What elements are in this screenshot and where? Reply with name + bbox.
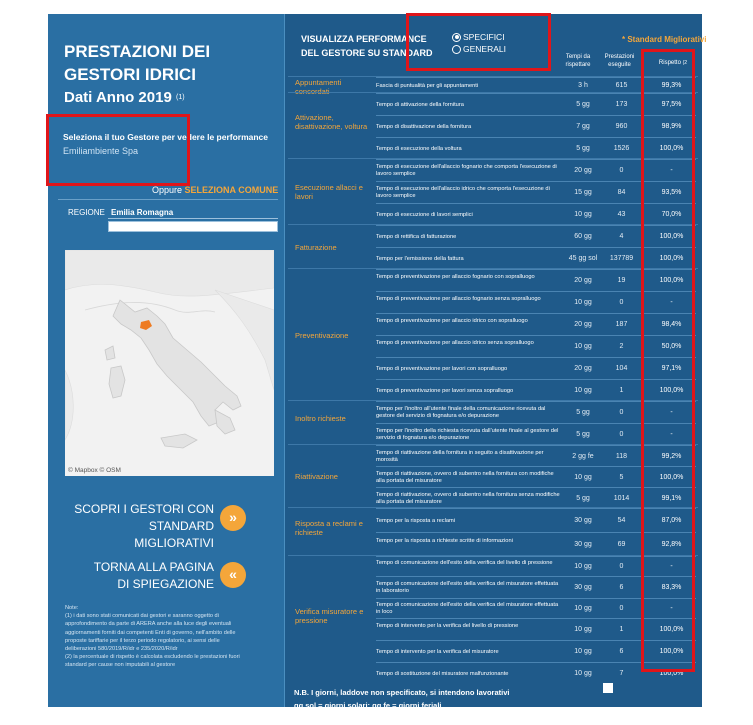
table-row[interactable] (376, 225, 696, 247)
note-line: aggiornamenti forniti dai competenti Enti di governo, nell'ambito delle (65, 629, 236, 636)
table-row[interactable] (376, 379, 696, 401)
row-rispetto: 100,0% (659, 473, 684, 481)
row-prestazioni: 615 (615, 82, 628, 89)
row-prestazioni: 960 (615, 123, 628, 130)
radio-unchecked-icon[interactable] (452, 45, 461, 54)
row-rispetto: 100,0% (659, 648, 684, 655)
cta2-line1: TORNA ALLA PAGINA (93, 560, 214, 574)
row-description: Tempo di preventivazione per allaccio fognario con sopralluogo (376, 274, 535, 280)
notes (65, 604, 280, 670)
row-tempi: 5 gg (576, 101, 590, 108)
table-row[interactable] (376, 401, 696, 423)
table-row[interactable] (376, 247, 696, 269)
row-description: Tempo per la risposta a reclami (376, 517, 456, 524)
group-name: Preventivazione (295, 330, 349, 340)
row-rispetto: 70,0% (661, 211, 682, 218)
row-rispetto: - (670, 299, 673, 306)
table-row[interactable] (376, 598, 696, 618)
row-prestazioni: 7 (619, 670, 624, 677)
table-row[interactable] (376, 77, 696, 93)
torna-spiegazione-button[interactable] (68, 559, 214, 593)
row-description: Tempo di preventivazione per allaccio idrico senza sopralluogo (376, 340, 534, 346)
row-tempi: 5 gg (576, 494, 590, 502)
row-description: Tempo di preventivazione per allaccio fognario senza sopralluogo (376, 296, 541, 302)
operator-selector-value[interactable]: Emiliambiente Spa (63, 146, 139, 156)
operator-selector-label: Seleziona il tuo Gestore per vedere le performance (63, 132, 269, 142)
row-rispetto: 100,0% (659, 145, 684, 152)
region-label: REGIONE (68, 208, 105, 217)
standard-migliorativi-legend: * Standard Migliorativi (622, 35, 707, 44)
table-row[interactable] (376, 313, 696, 335)
row-rispetto: 100,0% (659, 670, 684, 677)
row-description: Tempo di esecuzione dell'allaccio idrico che comporta l'esecuzione di lavoro semplice (376, 186, 550, 199)
row-rispetto: 100,0% (659, 233, 684, 240)
row-tempi: 5 gg (576, 145, 590, 152)
row-prestazioni: 104 (615, 365, 628, 372)
row-tempi: 15 gg (574, 189, 592, 196)
row-tempi: 30 gg (574, 541, 592, 548)
table-row[interactable] (376, 181, 696, 203)
row-tempi: 20 gg (574, 365, 592, 372)
row-prestazioni: 118 (615, 452, 628, 460)
note-line: standard per cause non imputabili al gestore (65, 662, 176, 669)
row-tempi: 10 gg (574, 605, 592, 612)
row-rispetto: 98,9% (661, 123, 682, 130)
dashboard-frame (48, 14, 707, 710)
row-rispetto: 99,1% (661, 494, 682, 502)
row-rispetto: 87,0% (661, 517, 682, 524)
row-rispetto: 92,8% (661, 541, 682, 548)
region-value[interactable]: Emilia Romagna (111, 208, 174, 217)
double-chevron-left-icon[interactable]: « (220, 562, 246, 588)
row-tempi: 10 gg (574, 648, 592, 655)
row-prestazioni: 1 (619, 626, 624, 633)
note-line: Note: (65, 605, 79, 611)
row-description: Tempo di esecuzione della voltura (376, 145, 462, 152)
group-name: Riattivazione (295, 472, 338, 481)
row-rispetto: 100,0% (659, 626, 684, 633)
radio-specifici[interactable] (452, 31, 506, 43)
row-tempi: 60 gg (574, 233, 592, 240)
table-row[interactable] (376, 269, 696, 291)
table-row[interactable] (376, 508, 696, 532)
left-panel (48, 14, 285, 707)
row-tempi: 45 gg sol (568, 255, 598, 262)
row-description: Tempo di intervento per la verifica del livello di pressione (376, 623, 519, 629)
col-header-rispetto-label: Rispetto (658, 60, 681, 66)
table-group (288, 555, 698, 683)
row-rispetto: 97,5% (661, 101, 682, 108)
note-line: (2) la percentuale di rispetto è calcolata escludendo le prestazioni fuori (65, 654, 240, 661)
row-prestazioni: 69 (617, 541, 626, 548)
row-prestazioni: 4 (619, 233, 624, 240)
cta1-line1: SCOPRI I GESTORI CON (74, 502, 214, 516)
group-name: Esecuzione allacci e lavori (295, 183, 363, 201)
table-row[interactable] (376, 93, 696, 115)
note-line: proposte tariffarie per il terzo periodo regolatorio, ai sensi delle (65, 637, 220, 644)
row-prestazioni: 19 (617, 277, 626, 284)
row-prestazioni: 0 (619, 431, 624, 438)
row-tempi: 10 gg (574, 670, 592, 677)
table-group (288, 158, 698, 224)
scopri-gestori-button[interactable] (68, 501, 214, 552)
row-description: Tempo di intervento per la verifica del misuratore (376, 648, 499, 655)
radio-checked-icon[interactable] (452, 33, 461, 42)
row-prestazioni: 54 (617, 517, 626, 524)
table-row[interactable] (376, 487, 696, 508)
row-description: Tempo di comunicazione dell'esito della verifica del livello di pressione (376, 560, 553, 566)
row-rispetto: 100,0% (659, 255, 684, 262)
row-rispetto: 97,1% (661, 365, 682, 372)
row-rispetto: - (670, 167, 673, 174)
row-tempi: 10 gg (574, 211, 592, 218)
row-tempi: 20 gg (574, 167, 592, 174)
table-row[interactable] (376, 640, 696, 662)
oppure-text (152, 185, 278, 195)
row-description: Tempo di rettifica di fatturazione (376, 233, 457, 240)
row-tempi: 2 gg fe (572, 452, 594, 460)
page-title-line2: GESTORI IDRICI (64, 65, 196, 84)
row-rispetto: 93,5% (661, 189, 682, 196)
group-name: Risposta a reclami e richieste (295, 518, 363, 537)
checkbox[interactable] (603, 683, 613, 693)
page-title-line1: PRESTAZIONI DEI (64, 42, 211, 61)
row-description: Tempo di sostituzione del misuratore malfunzionante (376, 670, 509, 677)
row-prestazioni: 84 (617, 189, 626, 196)
page-title-year: Dati Anno 2019 (64, 89, 172, 106)
table-row[interactable] (376, 466, 696, 487)
footnote-line2: gg sol = giorni solari; gg fe = giorni feriali (294, 701, 442, 710)
row-description: Tempo di esecuzione di lavori semplici (376, 211, 473, 218)
row-description: Tempo per l'inoltro della richiesta ricevuta dall'utente finale al gestore del servizio di fognatura e/o depurazione (376, 428, 559, 441)
radio-specifici-label: SPECIFICI (463, 32, 505, 42)
table-row[interactable] (376, 357, 696, 379)
row-description: Fascia di puntualità per gli appuntamenti (376, 82, 479, 89)
group-name: Attivazione, disattivazione, voltura (295, 112, 368, 131)
row-description: Tempo di disattivazione della fornitura (376, 123, 472, 130)
note-line: (1) i dati sono stati comunicati dai gestori e saranno oggetto di (65, 613, 219, 620)
row-prestazioni: 1014 (613, 494, 630, 502)
operator-selector[interactable] (63, 132, 273, 156)
heading-line2: DEL GESTORE SU STANDARD (301, 48, 433, 58)
row-prestazioni: 6 (619, 648, 624, 655)
radio-generali[interactable] (452, 43, 506, 55)
row-tempi: 7 gg (576, 123, 590, 130)
radio-generali-label: GENERALI (463, 44, 506, 54)
table-row[interactable] (376, 159, 696, 181)
row-prestazioni: 5 (619, 473, 624, 481)
heading-line1: VISUALIZZA PERFORMANCE (301, 34, 427, 44)
title-footnote-ref: (1) (175, 94, 185, 101)
group-name: Verifica misuratore e pressione (295, 606, 364, 625)
row-description: Tempo di preventivazione per lavori con sopralluogo (376, 365, 508, 372)
table-row[interactable] (376, 335, 696, 357)
row-rispetto: 100,0% (659, 277, 684, 284)
italy-map[interactable] (65, 250, 274, 476)
table-group (288, 400, 698, 444)
row-rispetto: 83,3% (661, 584, 682, 591)
group-name: Inoltro richieste (295, 414, 346, 423)
row-description: Tempo di riattivazione, ovvero di subentro nella fornitura senza modifiche alla portata del misuratore (376, 491, 560, 505)
row-rispetto: 99,2% (661, 452, 682, 460)
row-tempi: 20 gg (574, 321, 592, 328)
row-description: Tempo di esecuzione dell'allaccio fognario che comporta l'esecuzione di lavoro semplice (376, 164, 557, 177)
table-row[interactable] (376, 115, 696, 137)
row-prestazioni: 0 (619, 605, 624, 612)
row-description: Tempo di comunicazione dell'esito della verifica del misuratore effettuata in loco (376, 602, 559, 615)
row-tempi: 10 gg (574, 299, 592, 306)
table-group (288, 268, 698, 400)
footnote-line1: N.B. I giorni, laddove non specificato, si intendono lavorativi (294, 688, 510, 697)
row-rispetto: - (670, 409, 673, 416)
row-rispetto: 50,0% (661, 343, 682, 350)
table-group (288, 92, 698, 158)
row-prestazioni: 0 (619, 167, 624, 174)
region-search-input[interactable] (108, 221, 278, 232)
row-prestazioni: 43 (617, 211, 626, 218)
table-group (288, 76, 698, 96)
table-row[interactable] (376, 137, 696, 159)
row-tempi: 20 gg (574, 277, 592, 284)
double-chevron-right-icon[interactable]: » (220, 505, 246, 531)
row-description: Tempo per l'emissione della fattura (376, 255, 464, 262)
row-tempi: 10 gg (574, 626, 592, 633)
row-prestazioni: 6 (619, 584, 624, 591)
row-tempi: 5 gg (576, 409, 590, 416)
table-row[interactable] (376, 576, 696, 598)
row-tempi: 10 gg (574, 473, 592, 481)
row-rispetto: 98,4% (661, 321, 682, 328)
performance-heading (301, 32, 433, 60)
col-header-rispetto (648, 60, 698, 68)
row-description: Tempo per la risposta a richieste scritte di informazioni (376, 538, 513, 544)
row-tempi: 3 h (578, 82, 588, 89)
row-prestazioni: 0 (619, 563, 624, 570)
seleziona-comune-link[interactable]: SELEZIONA COMUNE (184, 185, 279, 195)
row-rispetto: 99,3% (661, 82, 682, 89)
table-row[interactable] (376, 423, 696, 445)
cta1-line2: STANDARD MIGLIORATIVI (134, 519, 214, 550)
row-prestazioni: 0 (619, 409, 624, 416)
col-header-prestazioni: Prestazioni eseguite (604, 54, 635, 68)
col-header-rispetto-ref: (2 (682, 60, 688, 66)
table-group (288, 224, 698, 268)
row-prestazioni: 0 (619, 299, 624, 306)
row-description: Tempo per l'inoltro all'utente finale della comunicazione ricevuta dal gestore del servizio di fognatura e/o depurazione (376, 406, 546, 419)
footnote (294, 686, 509, 712)
cta2-line2: DI SPIEGAZIONE (117, 577, 214, 591)
note-line: deliberazioni 580/2019/R/idr e 235/2020/R/idr (65, 646, 178, 653)
map-graphic (65, 250, 274, 476)
row-description: Tempo di preventivazione per lavori senza sopralluogo (376, 387, 514, 394)
map-attribution: © Mapbox © OSM (68, 467, 121, 474)
col-header-tempi: Tempi da rispettare (565, 54, 591, 68)
row-description: Tempo di riattivazione della fornitura in seguito a disattivazione per morosità (376, 449, 544, 463)
row-rispetto: 100,0% (659, 387, 684, 394)
performance-table (288, 76, 698, 683)
table-row[interactable] (376, 662, 696, 684)
row-prestazioni: 137789 (609, 255, 634, 262)
standard-type-radio-group[interactable] (452, 31, 506, 55)
row-description: Tempo di preventivazione per allaccio idrico con sopralluogo (376, 318, 528, 324)
row-rispetto: - (670, 563, 673, 570)
row-prestazioni: 1 (619, 387, 624, 394)
row-tempi: 10 gg (574, 387, 592, 394)
table-row[interactable] (376, 203, 696, 225)
table-row[interactable] (376, 445, 696, 466)
group-name: Appuntamenti concordati (295, 78, 342, 96)
note-line: approfondimento da parte di ARERA anche alla luce degli eventuali (65, 621, 232, 628)
row-tempi: 30 gg (574, 584, 592, 591)
row-tempi: 30 gg (574, 517, 592, 524)
row-prestazioni: 2 (619, 343, 624, 350)
table-row[interactable] (376, 291, 696, 313)
row-rispetto: - (670, 605, 673, 612)
row-prestazioni: 173 (615, 101, 628, 108)
divider (58, 199, 278, 200)
row-tempi: 5 gg (576, 431, 590, 438)
table-group (288, 444, 698, 507)
row-prestazioni: 187 (615, 321, 628, 328)
row-rispetto: - (670, 431, 673, 438)
table-row[interactable] (376, 532, 696, 556)
row-description: Tempo di comunicazione dell'esito della verifica del misuratore effettuata in laboratorio (376, 581, 559, 594)
oppure-label: Oppure (152, 185, 183, 195)
table-group (288, 507, 698, 555)
row-tempi: 10 gg (574, 343, 592, 350)
page-title-line3 (64, 86, 185, 109)
row-description: Tempo di riattivazione, ovvero di subentro nella fornitura con modifiche alla portata del misuratore (376, 470, 554, 484)
table-row[interactable] (376, 618, 696, 640)
row-tempi: 10 gg (574, 563, 592, 570)
table-row[interactable] (376, 556, 696, 576)
group-name: Fatturazione (295, 242, 337, 252)
region-underline (108, 218, 278, 219)
row-prestazioni: 1526 (613, 145, 630, 152)
row-description: Tempo di attivazione della fornitura (376, 101, 464, 108)
